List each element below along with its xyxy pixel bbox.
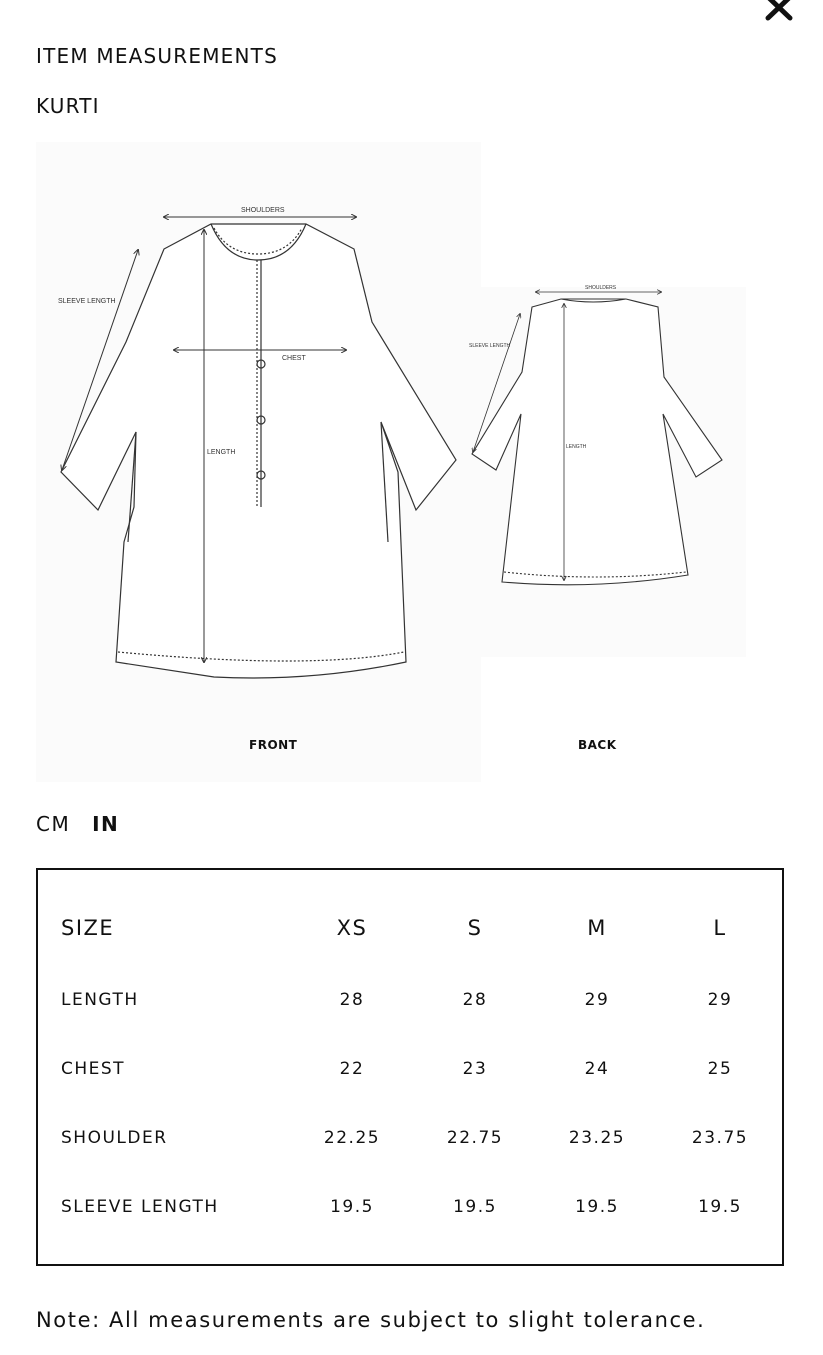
table-cell: 19.5 <box>453 1197 497 1217</box>
table-row <box>38 1049 782 1089</box>
table-cell: 28 <box>339 990 365 1010</box>
row-label: CHEST <box>61 1059 126 1079</box>
table-cell: 28 <box>462 990 488 1010</box>
header-cell: XS <box>336 916 368 940</box>
row-label: SHOULDER <box>61 1128 168 1148</box>
product-name: KURTI <box>36 94 100 118</box>
front-label: FRONT <box>249 738 298 752</box>
page-title: ITEM MEASUREMENTS <box>36 44 278 68</box>
back-length-label: LENGTH <box>566 444 587 450</box>
table-cell: 22.75 <box>446 1128 504 1148</box>
table-row <box>38 980 782 1020</box>
table-cell: 23.75 <box>691 1128 749 1148</box>
table-cell: 22.25 <box>323 1128 381 1148</box>
table-row <box>38 1187 782 1227</box>
table-cell: 29 <box>707 990 733 1010</box>
close-icon[interactable] <box>760 0 800 26</box>
table-cell: 25 <box>707 1059 733 1079</box>
header-cell: M <box>587 916 607 940</box>
table-cell: 24 <box>584 1059 610 1079</box>
header-cell: S <box>467 916 483 940</box>
front-chest-label: CHEST <box>282 355 306 362</box>
size-table <box>36 868 784 1266</box>
table-cell: 23.25 <box>568 1128 626 1148</box>
back-shoulders-label: SHOULDERS <box>585 285 617 291</box>
back-label: BACK <box>578 738 617 752</box>
unit-cm-option[interactable]: CM <box>36 812 71 836</box>
front-length-label: LENGTH <box>207 449 236 456</box>
table-cell: 19.5 <box>698 1197 742 1217</box>
row-label: SLEEVE LENGTH <box>61 1197 219 1217</box>
front-shoulders-label: SHOULDERS <box>241 207 285 214</box>
table-cell: 29 <box>584 990 610 1010</box>
unit-toggle <box>36 812 133 836</box>
header-cell: L <box>713 916 727 940</box>
table-cell: 23 <box>462 1059 488 1079</box>
header-cell: SIZE <box>61 916 115 940</box>
unit-in-option[interactable]: IN <box>92 812 120 836</box>
table-cell: 19.5 <box>330 1197 374 1217</box>
table-cell: 19.5 <box>575 1197 619 1217</box>
table-header-row <box>38 908 782 948</box>
tolerance-note: Note: All measurements are subject to slight tolerance. <box>36 1308 706 1332</box>
table-cell: 22 <box>339 1059 365 1079</box>
front-sleeve-length-label: SLEEVE LENGTH <box>58 298 116 305</box>
row-label: LENGTH <box>61 990 139 1010</box>
measurement-diagram <box>36 142 748 782</box>
back-sleeve-length-label: SLEEVE LENGTH <box>469 343 511 349</box>
table-row <box>38 1118 782 1158</box>
